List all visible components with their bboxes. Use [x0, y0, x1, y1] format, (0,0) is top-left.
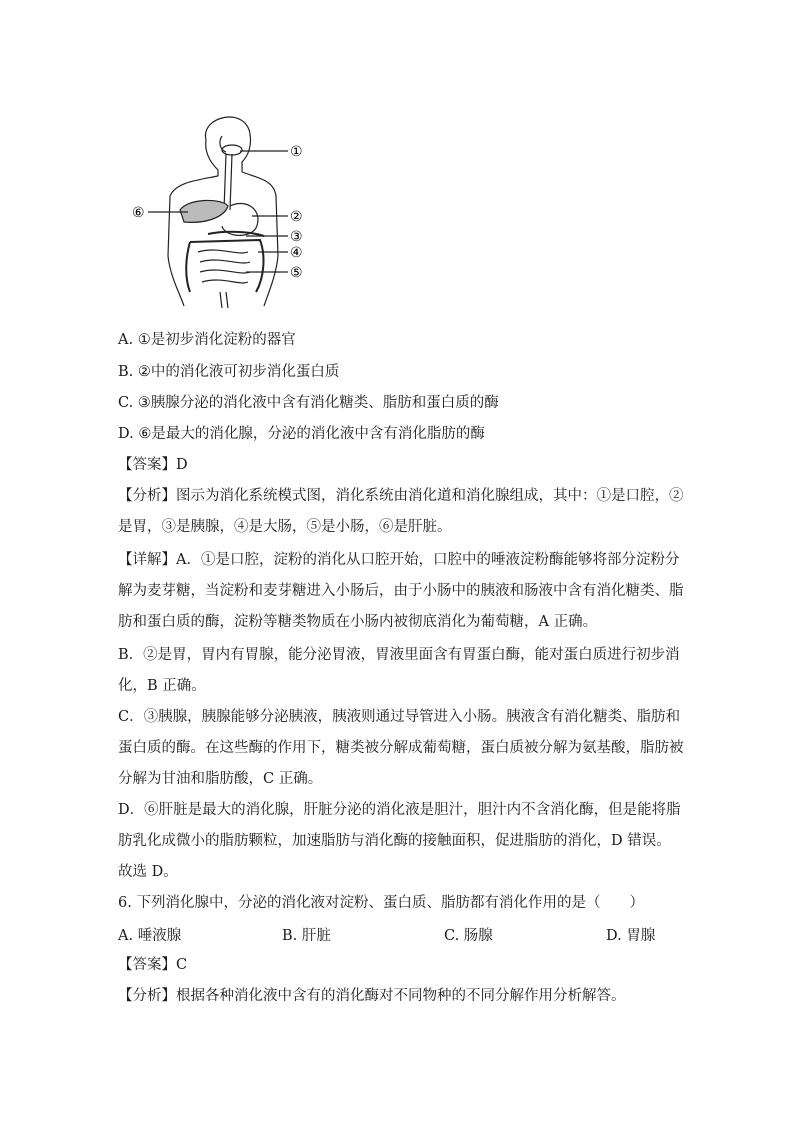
nasal	[220, 136, 226, 152]
face-outline	[206, 140, 218, 176]
label-4: ④	[290, 245, 303, 261]
question-6: 6. 下列消化腺中，分泌的消化液对淀粉、蛋白质、脂肪都有消化作用的是（ ）	[118, 895, 644, 911]
mouth-cavity	[222, 145, 242, 155]
detail-a-line-1: 【详解】A．①是口腔，淀粉的消化从口腔开始，口腔中的唾液淀粉酶能够将部分淀粉分	[118, 552, 680, 568]
conclusion: 故选 D。	[118, 864, 178, 880]
analysis-line-2: 是胃，③是胰腺，④是大肠，⑤是小肠，⑥是肝脏。	[118, 519, 452, 535]
detail-c-line-3: 分解为甘油和脂肪酸，C 正确。	[118, 771, 323, 787]
option-a: A. ①是初步消化淀粉的器官	[118, 332, 296, 348]
question-6-options	[118, 924, 678, 944]
detail-c-line-1: C．③胰腺，胰腺能够分泌胰液，胰液则通过导管进入小肠。胰液含有消化糖类、脂肪和	[118, 709, 681, 725]
detail-a-line-3: 肪和蛋白质的酶，淀粉等糖类物质在小肠内被彻底消化为葡萄糖，A 正确。	[118, 614, 598, 630]
label-3: ③	[290, 229, 303, 245]
detail-a-line-2: 解为麦芽糖，当淀粉和麦芽糖进入小肠后，由于小肠中的胰液和肠液中含有消化糖类、脂	[118, 583, 684, 599]
option-b: B. ②中的消化液可初步消化蛋白质	[118, 364, 340, 380]
q6-option-c: C. 肠腺	[444, 928, 493, 944]
large-intestine	[186, 240, 263, 292]
esophagus	[224, 154, 232, 210]
option-d: D. ⑥是最大的消化腺，分泌的消化液中含有消化脂肪的酶	[118, 426, 485, 442]
small-intestine	[198, 250, 250, 283]
detail-d-line-2: 肪乳化成微小的脂肪颗粒，加速脂肪与消化酶的接触面积，促进脂肪的消化，D 错误。	[118, 833, 671, 849]
answer-2: 【答案】C	[118, 957, 188, 973]
detail-b-line-1: B．②是胃，胃内有胃腺，能分泌胃液，胃液里面含有胃蛋白酶，能对蛋白质进行初步消	[118, 647, 680, 663]
answer: 【答案】D	[118, 457, 188, 473]
detail-b-line-2: 化，B 正确。	[118, 678, 206, 694]
label-2: ②	[290, 209, 303, 225]
q6-option-d: D. 胃腺	[606, 928, 656, 944]
analysis-2: 【分析】根据各种消化液中含有的消化酶对不同物种的不同分解作用分析解答。	[118, 988, 626, 1004]
label-1: ①	[290, 144, 303, 160]
label-6: ⑥	[132, 205, 145, 221]
analysis-line-1: 【分析】图示为消化系统模式图，消化系统由消化道和消化腺组成，其中：①是口腔，②	[118, 488, 684, 504]
digestive-system-diagram	[128, 106, 328, 311]
q6-option-a: A. 唾液腺	[118, 928, 182, 944]
detail-c-line-2: 蛋白质的酶。在这些酶的作用下，糖类被分解成葡萄糖，蛋白质被分解为氨基酸，脂肪被	[118, 740, 684, 756]
detail-d-line-1: D．⑥肝脏是最大的消化腺，肝脏分泌的消化液是胆汁，胆汁内不含消化酶，但是能将脂	[118, 802, 681, 818]
label-5: ⑤	[290, 265, 303, 281]
digestive-system-svg	[128, 106, 328, 311]
q6-option-b: B. 肝脏	[282, 928, 331, 944]
rectum	[220, 292, 228, 308]
option-c: C. ③胰腺分泌的消化液中含有消化糖类、脂肪和蛋白质的酶	[118, 395, 499, 411]
